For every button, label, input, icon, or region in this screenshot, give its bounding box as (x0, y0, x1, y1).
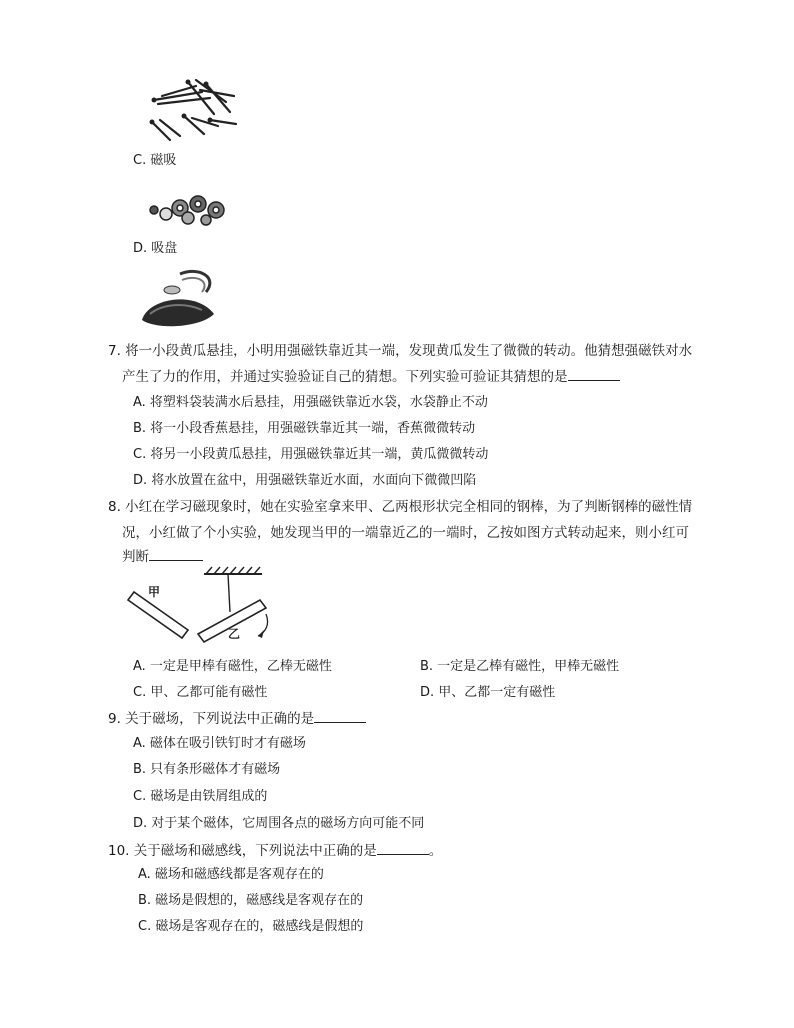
question-7-option-c: C. 将另一小段黄瓜悬挂，用强磁铁靠近其一端，黄瓜微微转动 (133, 447, 489, 462)
question-7-stem-line2-text: 产生了力的作用，并通过实验验证自己的猜想。下列实验可验证其猜想的是 (122, 369, 568, 385)
question-8-stem-line3-text: 判断 (122, 549, 149, 565)
question-10-option-c: C. 磁场是客观存在的，磁感线是假想的 (138, 919, 364, 934)
suction-cup-image (140, 262, 220, 332)
magnet-bars-diagram (126, 566, 276, 656)
question-7-option-d: D. 将水放置在盆中，用强磁铁靠近水面，水面向下微微凹陷 (133, 473, 477, 488)
question-9-option-b: B. 只有条形磁体才有磁场 (133, 762, 281, 777)
question-8-stem-line1: 8. 小红在学习磁现象时，她在实验室拿来甲、乙两根形状完全相同的钢棒，为了判断钢棒的磁性情 (108, 499, 693, 515)
question-7-stem-line1: 7. 将一小段黄瓜悬挂，小明用强磁铁靠近其一端，发现黄瓜发生了微微的转动。他猜想强磁铁对水 (108, 343, 693, 359)
question-9-stem (108, 710, 366, 728)
label-yi: 乙 (228, 627, 241, 641)
answer-blank[interactable] (314, 710, 366, 723)
answer-blank[interactable] (377, 842, 429, 855)
question-9-option-a: A. 磁体在吸引铁钉时才有磁场 (133, 736, 306, 751)
question-10-option-a: A. 磁场和磁感线都是客观存在的 (138, 867, 324, 882)
question-8-option-c: C. 甲、乙都可能有磁性 (133, 685, 268, 700)
question-10-stem-end: 。 (428, 843, 443, 859)
option-c-magnet: C. 磁吸 (133, 153, 177, 168)
question-7-option-b: B. 将一小段香蕉悬挂，用强磁铁靠近其一端，香蕉微微转动 (133, 421, 476, 436)
nails-image (140, 76, 240, 146)
answer-blank[interactable] (149, 548, 203, 561)
question-10-stem (108, 842, 442, 860)
question-7-option-a: A. 将塑料袋装满水后悬挂，用强磁铁靠近水袋，水袋静止不动 (133, 395, 488, 410)
question-9-option-c: C. 磁场是由铁屑组成的 (133, 789, 268, 804)
option-d-suction-cup: D. 吸盘 (133, 241, 178, 256)
question-8-stem-line2: 况，小红做了个小实验，她发现当甲的一端靠近乙的一端时，乙按如图方式转动起来，则小红可 (122, 525, 689, 541)
question-7-stem-line2 (122, 368, 620, 386)
question-10-stem-text: 10. 关于磁场和磁感线，下列说法中正确的是 (108, 843, 377, 859)
question-10-option-b: B. 磁场是假想的，磁感线是客观存在的 (138, 893, 364, 908)
question-8-option-b: B. 一定是乙棒有磁性，甲棒无磁性 (420, 659, 620, 674)
question-9-option-d: D. 对于某个磁体，它周围各点的磁场方向可能不同 (133, 816, 425, 831)
label-jia: 甲 (148, 585, 161, 599)
question-9-stem-text: 9. 关于磁场，下列说法中正确的是 (108, 711, 315, 727)
small-metal-pieces-image (144, 190, 234, 226)
question-8-option-d: D. 甲、乙都一定有磁性 (420, 685, 556, 700)
question-8-stem-line3 (122, 548, 203, 566)
answer-blank[interactable] (568, 368, 620, 381)
question-8-option-a: A. 一定是甲棒有磁性，乙棒无磁性 (133, 659, 332, 674)
